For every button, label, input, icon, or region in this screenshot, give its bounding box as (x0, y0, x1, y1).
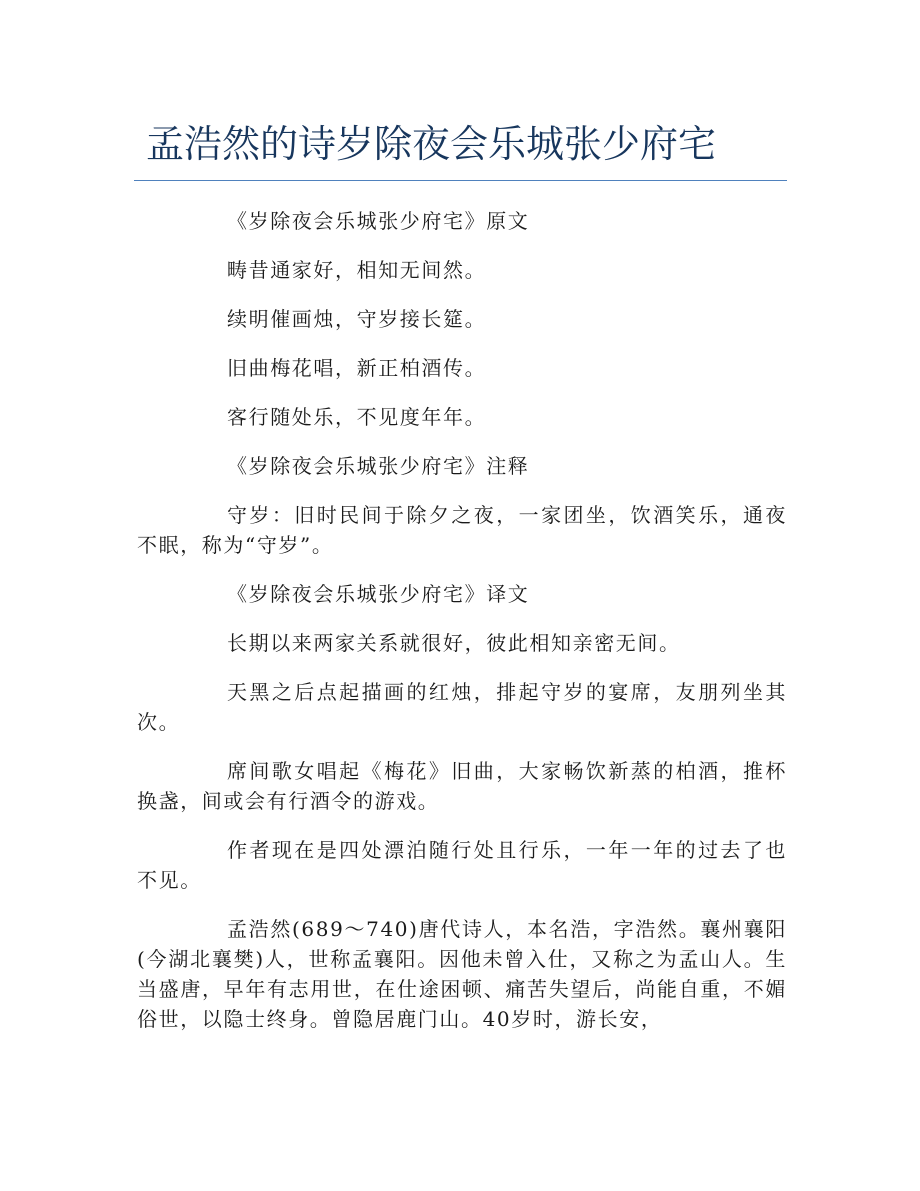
poem-line-3: 旧曲梅花唱，新正柏酒传。 (227, 356, 487, 380)
translation-line-4: 作者现在是四处漂泊随行处且行乐，一年一年的过去了也不见。 (137, 838, 787, 892)
poem-line-2: 续明催画烛，守岁接长筵。 (227, 307, 487, 331)
paragraph-note-shousui: 守岁：旧时民间于除夕之夜，一家团坐，饮酒笑乐，通夜不眠，称为“守岁”。 (137, 503, 787, 557)
paragraph-notes-heading: 《岁除夜会乐城张少府宅》注释 (227, 454, 530, 478)
document-body (137, 206, 787, 1053)
document-title: 孟浩然的诗岁除夜会乐城张少府宅 (146, 122, 717, 166)
translation-line-2: 天黑之后点起描画的红烛，排起守岁的宴席，友朋列坐其次。 (137, 680, 787, 734)
poem-line-1: 畴昔通家好，相知无间然。 (227, 258, 487, 282)
poem-line-4: 客行随处乐，不见度年年。 (227, 405, 487, 429)
paragraph-original-heading: 《岁除夜会乐城张少府宅》原文 (227, 209, 530, 233)
title-divider (134, 180, 787, 181)
paragraph-author-bio: 孟浩然(689～740)唐代诗人，本名浩，字浩然。襄州襄阳(今湖北襄樊)人，世称孟襄阳。因他未曾入仕，又称之为孟山人。生当盛唐，早年有志用世，在仕途困顿、痛苦失望后，尚能自重，不媚俗世，以隐士终身。曾隐居鹿门山。40岁时，游长安， (137, 917, 787, 1031)
translation-line-3: 席间歌女唱起《梅花》旧曲，大家畅饮新蒸的柏酒，推杯换盏，间或会有行酒令的游戏。 (137, 759, 787, 813)
paragraph-translation-heading: 《岁除夜会乐城张少府宅》译文 (227, 582, 530, 606)
translation-line-1: 长期以来两家关系就很好，彼此相知亲密无间。 (227, 631, 681, 655)
